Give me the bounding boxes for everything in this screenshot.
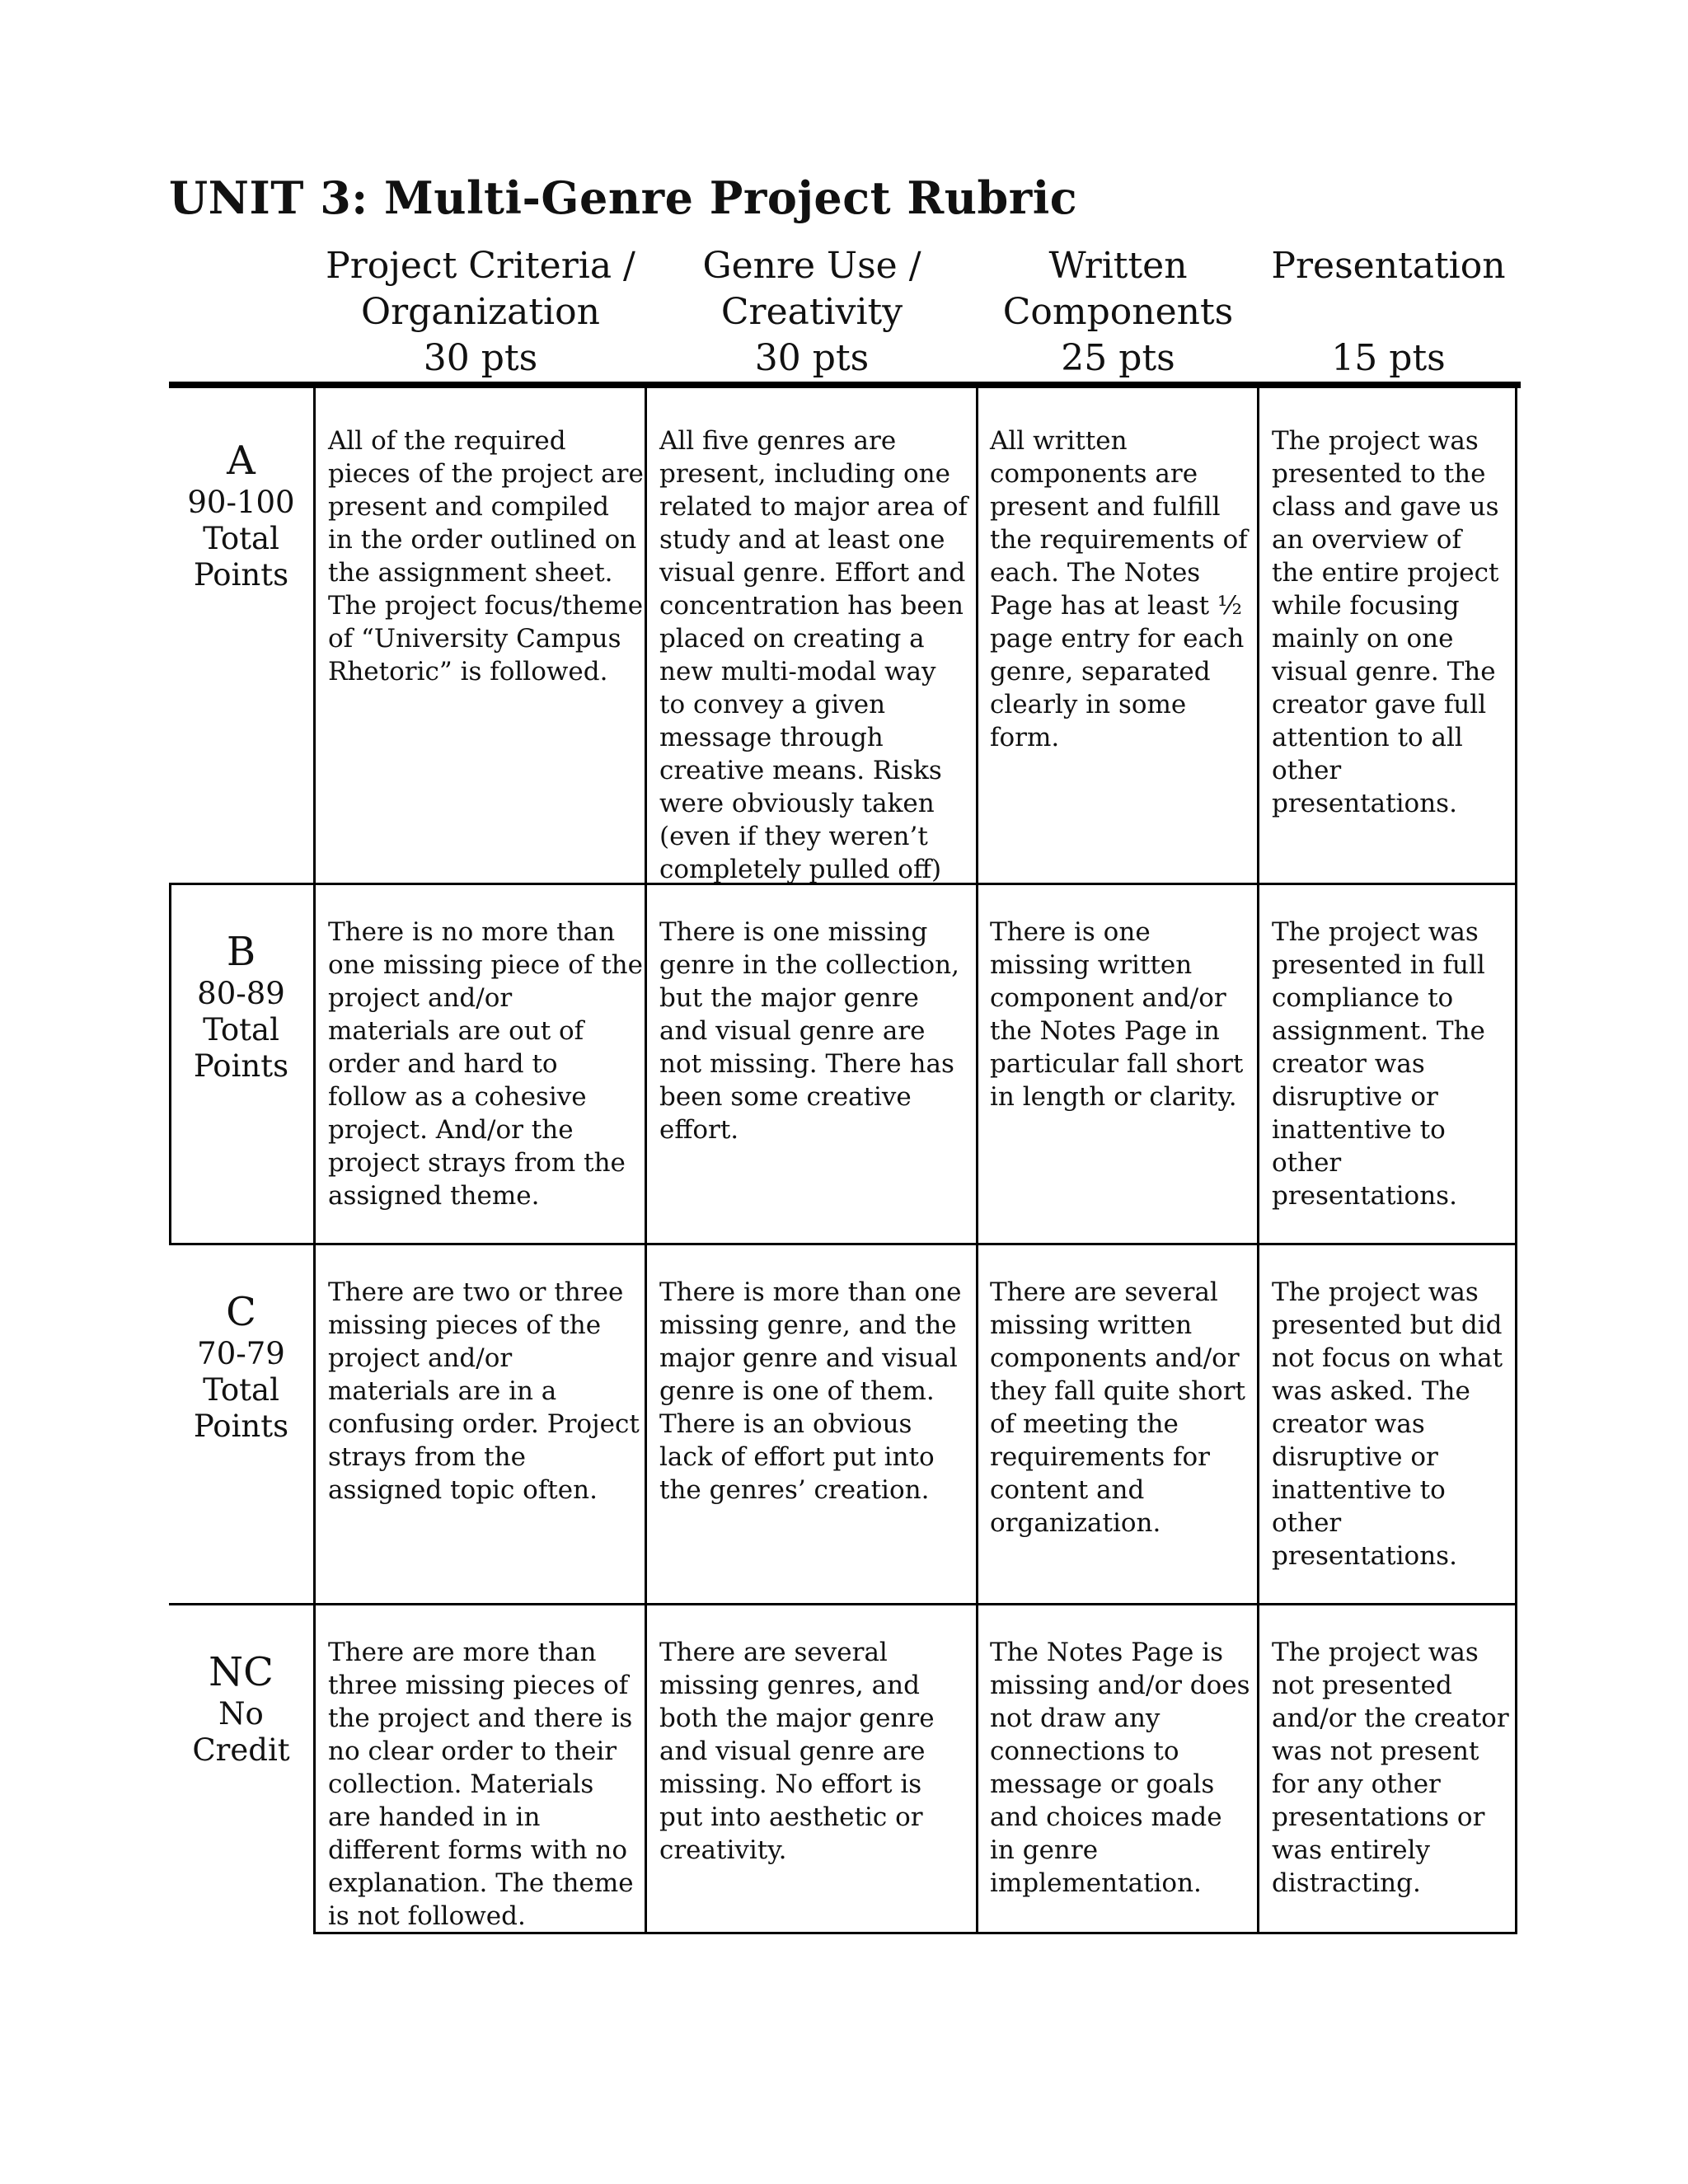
grade-letter: C [226, 1289, 256, 1335]
grade-range: 90-100 [187, 485, 295, 520]
column-header-line: Presentation [1271, 245, 1506, 287]
column-header-line: Components [1002, 291, 1234, 333]
column-header-line [1259, 289, 1518, 335]
rubric-cell: The Notes Page is missing and/or does not draw any connections to message or goals and choices made in genre implementation. [990, 1638, 1250, 1898]
grid-line [1257, 388, 1259, 1934]
rubric-cell: There are several missing genres, and both the major genre and visual genre are missing. No effort is put into aesthetic or creativity. [659, 1638, 935, 1865]
grade-label-c [169, 1288, 313, 1445]
column-header-line: Written [1048, 245, 1188, 287]
column-header-line: Project Criteria / [326, 245, 635, 287]
grid-line [169, 1603, 1517, 1605]
grid-line [1515, 388, 1517, 1934]
rubric-cell: All of the required pieces of the project are present and compiled in the order outlined on the assignment sheet. The project focus/theme of “University Campus Rhetoric” is followed. [328, 426, 644, 687]
page-title: UNIT 3: Multi-Genre Project Rubric [169, 171, 1078, 224]
header-rule [169, 382, 1521, 388]
grade-letter: A [227, 438, 256, 484]
grade-range: 70-79 [197, 1336, 285, 1371]
rubric-cell: All five genres are present, including one related to major area of study and at least one visual genre. Effort and concentration has been placed on creating a new multi-modal way to convey a given message through creative means. Risks were obviously taken (even if they weren’t completely pulled off) [659, 426, 968, 884]
grid-line [169, 1243, 1517, 1245]
grade-sub: Points [193, 557, 289, 593]
column-header-genre-use [646, 243, 978, 382]
column-header-points: 30 pts [754, 337, 870, 379]
grade-letter: NC [209, 1649, 274, 1695]
grade-sub: No [218, 1696, 264, 1732]
grid-line [645, 388, 647, 1934]
rubric-cell: There is one missing written component and/or the Notes Page in particular fall short in length or clarity. [990, 917, 1244, 1112]
grade-range: 80-89 [197, 976, 285, 1011]
rubric-cell: The project was presented but did not focus on what was asked. The creator was disruptive or inattentive to other presentations. [1272, 1277, 1503, 1571]
grid-line [313, 388, 316, 1934]
rubric-cell: The project was not presented and/or the creator was not present for any other presentations or was entirely distracting. [1272, 1638, 1509, 1898]
rubric-cell: There are several missing written components and/or they fall quite short of meeting the requirements for content and organization. [990, 1277, 1245, 1538]
rubric-cell: The project was presented to the class and gave us an overview of the entire project while focusing mainly on one visual genre. The creator gave full attention to all other presentations. [1272, 426, 1499, 818]
grade-label-nc [169, 1648, 313, 1769]
grid-line [976, 388, 978, 1934]
column-header-presentation [1259, 243, 1518, 382]
column-header-points: 25 pts [1061, 337, 1175, 379]
grade-sub: Total [203, 521, 279, 556]
grade-label-a [169, 437, 313, 593]
rubric-cell: There are two or three missing pieces of the project and/or materials are in a confusing order. Project strays from the assigned topic often. [328, 1277, 640, 1505]
rubric-cell: There is one missing genre in the collection, but the major genre and visual genre are not missing. There has been some creative effort. [659, 917, 959, 1145]
grade-letter: B [226, 929, 256, 975]
rubric-cell: The project was presented in full compliance to assignment. The creator was disruptive or inattentive to other presentations. [1272, 917, 1485, 1211]
column-header-points: 15 pts [1331, 337, 1446, 379]
grade-sub: Total [203, 1372, 279, 1408]
column-header-project-criteria [315, 243, 646, 382]
rubric-cell: There is no more than one missing piece of the project and/or materials are out of order and hard to follow as a cohesive project. And/or the project strays from the assigned theme. [328, 917, 643, 1211]
column-header-points: 30 pts [423, 337, 538, 379]
rubric-cell: There is more than one missing genre, and the major genre and visual genre is one of them. There is an obvious lack of effort put into the genres’ creation. [659, 1277, 962, 1505]
rubric-cell: There are more than three missing pieces of the project and there is no clear order to their collection. Materials are handed in in different forms with no explanation. The theme is not followed. [328, 1638, 634, 1931]
grade-sub: Points [193, 1408, 289, 1444]
column-header-written-components [978, 243, 1259, 382]
column-header-line: Genre Use / [702, 245, 921, 287]
column-header-line: Creativity [720, 291, 903, 333]
grade-sub: Points [193, 1048, 289, 1084]
grade-label-b [169, 928, 313, 1085]
rubric-cell: All written components are present and fulfill the requirements of each. The Notes Page has at least ½ page entry for each genre, separated clearly in some form. [990, 426, 1248, 752]
column-headers [0, 243, 1688, 387]
column-header-line: Organization [361, 291, 600, 333]
grade-sub: Total [203, 1012, 279, 1047]
grade-sub: Credit [192, 1732, 290, 1768]
